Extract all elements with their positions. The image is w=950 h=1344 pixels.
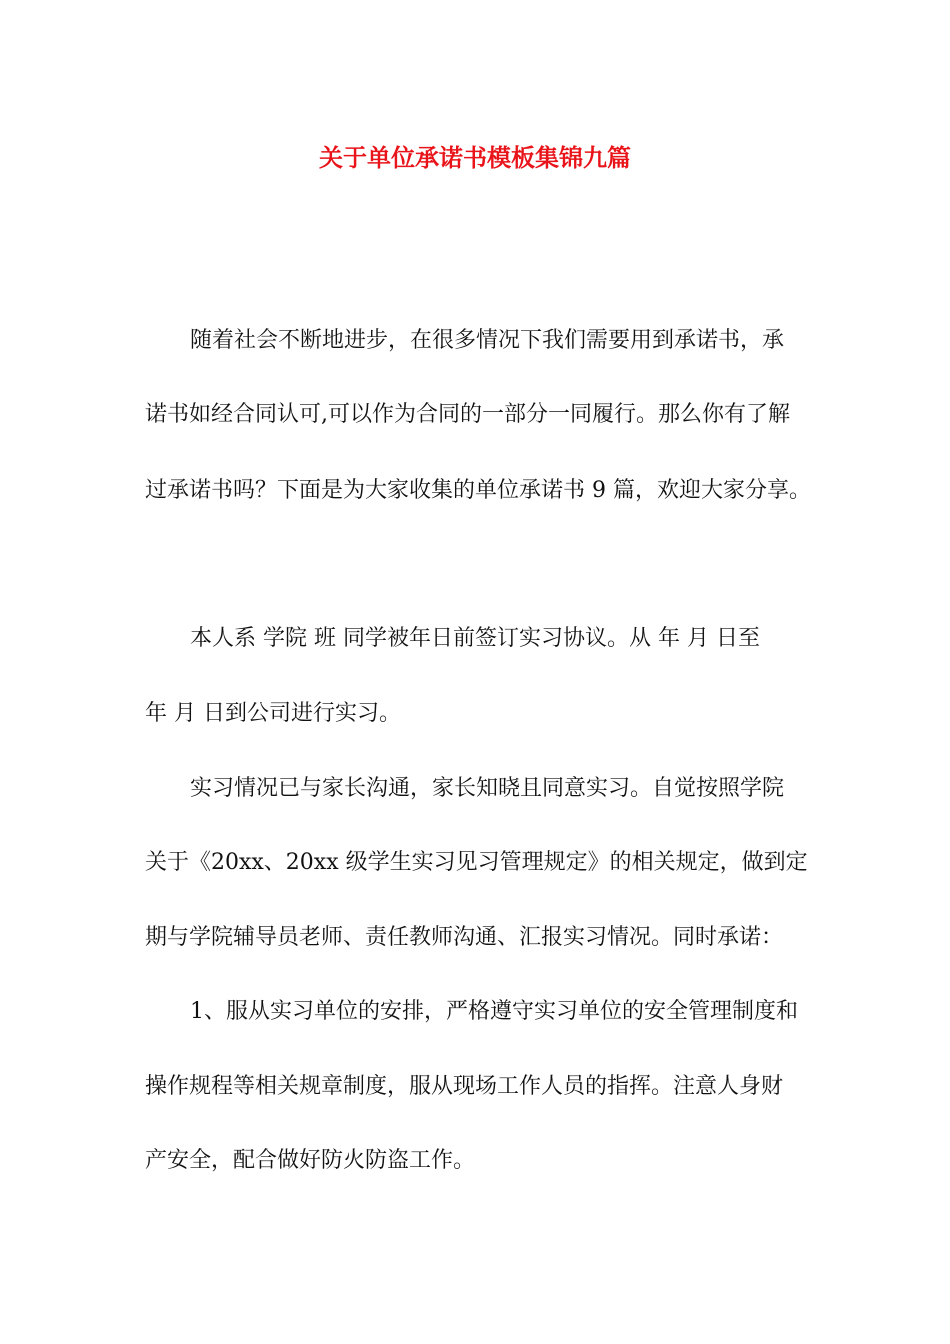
body-line-4: 关于《20xx、20xx 级学生实习见习管理规定》的相关规定，做到定: [145, 850, 808, 875]
body-line-3: 实习情况已与家长沟通，家长知晓且同意实习。自觉按照学院: [190, 776, 785, 801]
body-line-6: 1、服从实习单位的安排，严格遵守实习单位的安全管理制度和: [190, 999, 798, 1024]
intro-line-2: 诺书如经合同认可,可以作为合同的一部分一同履行。那么你有了解: [145, 402, 790, 427]
body-line-5: 期与学院辅导员老师、责任教师沟通、汇报实习情况。同时承诺：: [145, 925, 784, 950]
intro-line-1: 随着社会不断地进步，在很多情况下我们需要用到承诺书，承: [190, 328, 785, 353]
body-line-2: 年 月 日到公司进行实习。: [145, 701, 401, 726]
body-line-1: 本人系 学院 班 同学被年日前签订实习协议。从 年 月 日至: [190, 626, 760, 651]
intro-line-3: 过承诺书吗？下面是为大家收集的单位承诺书 9 篇，欢迎大家分享。: [145, 478, 811, 503]
body-line-7: 操作规程等相关规章制度，服从现场工作人员的指挥。注意人身财: [145, 1074, 784, 1099]
document-title: 关于单位承诺书模板集锦九篇: [319, 144, 631, 172]
body-line-8: 产安全，配合做好防火防盗工作。: [145, 1148, 476, 1173]
